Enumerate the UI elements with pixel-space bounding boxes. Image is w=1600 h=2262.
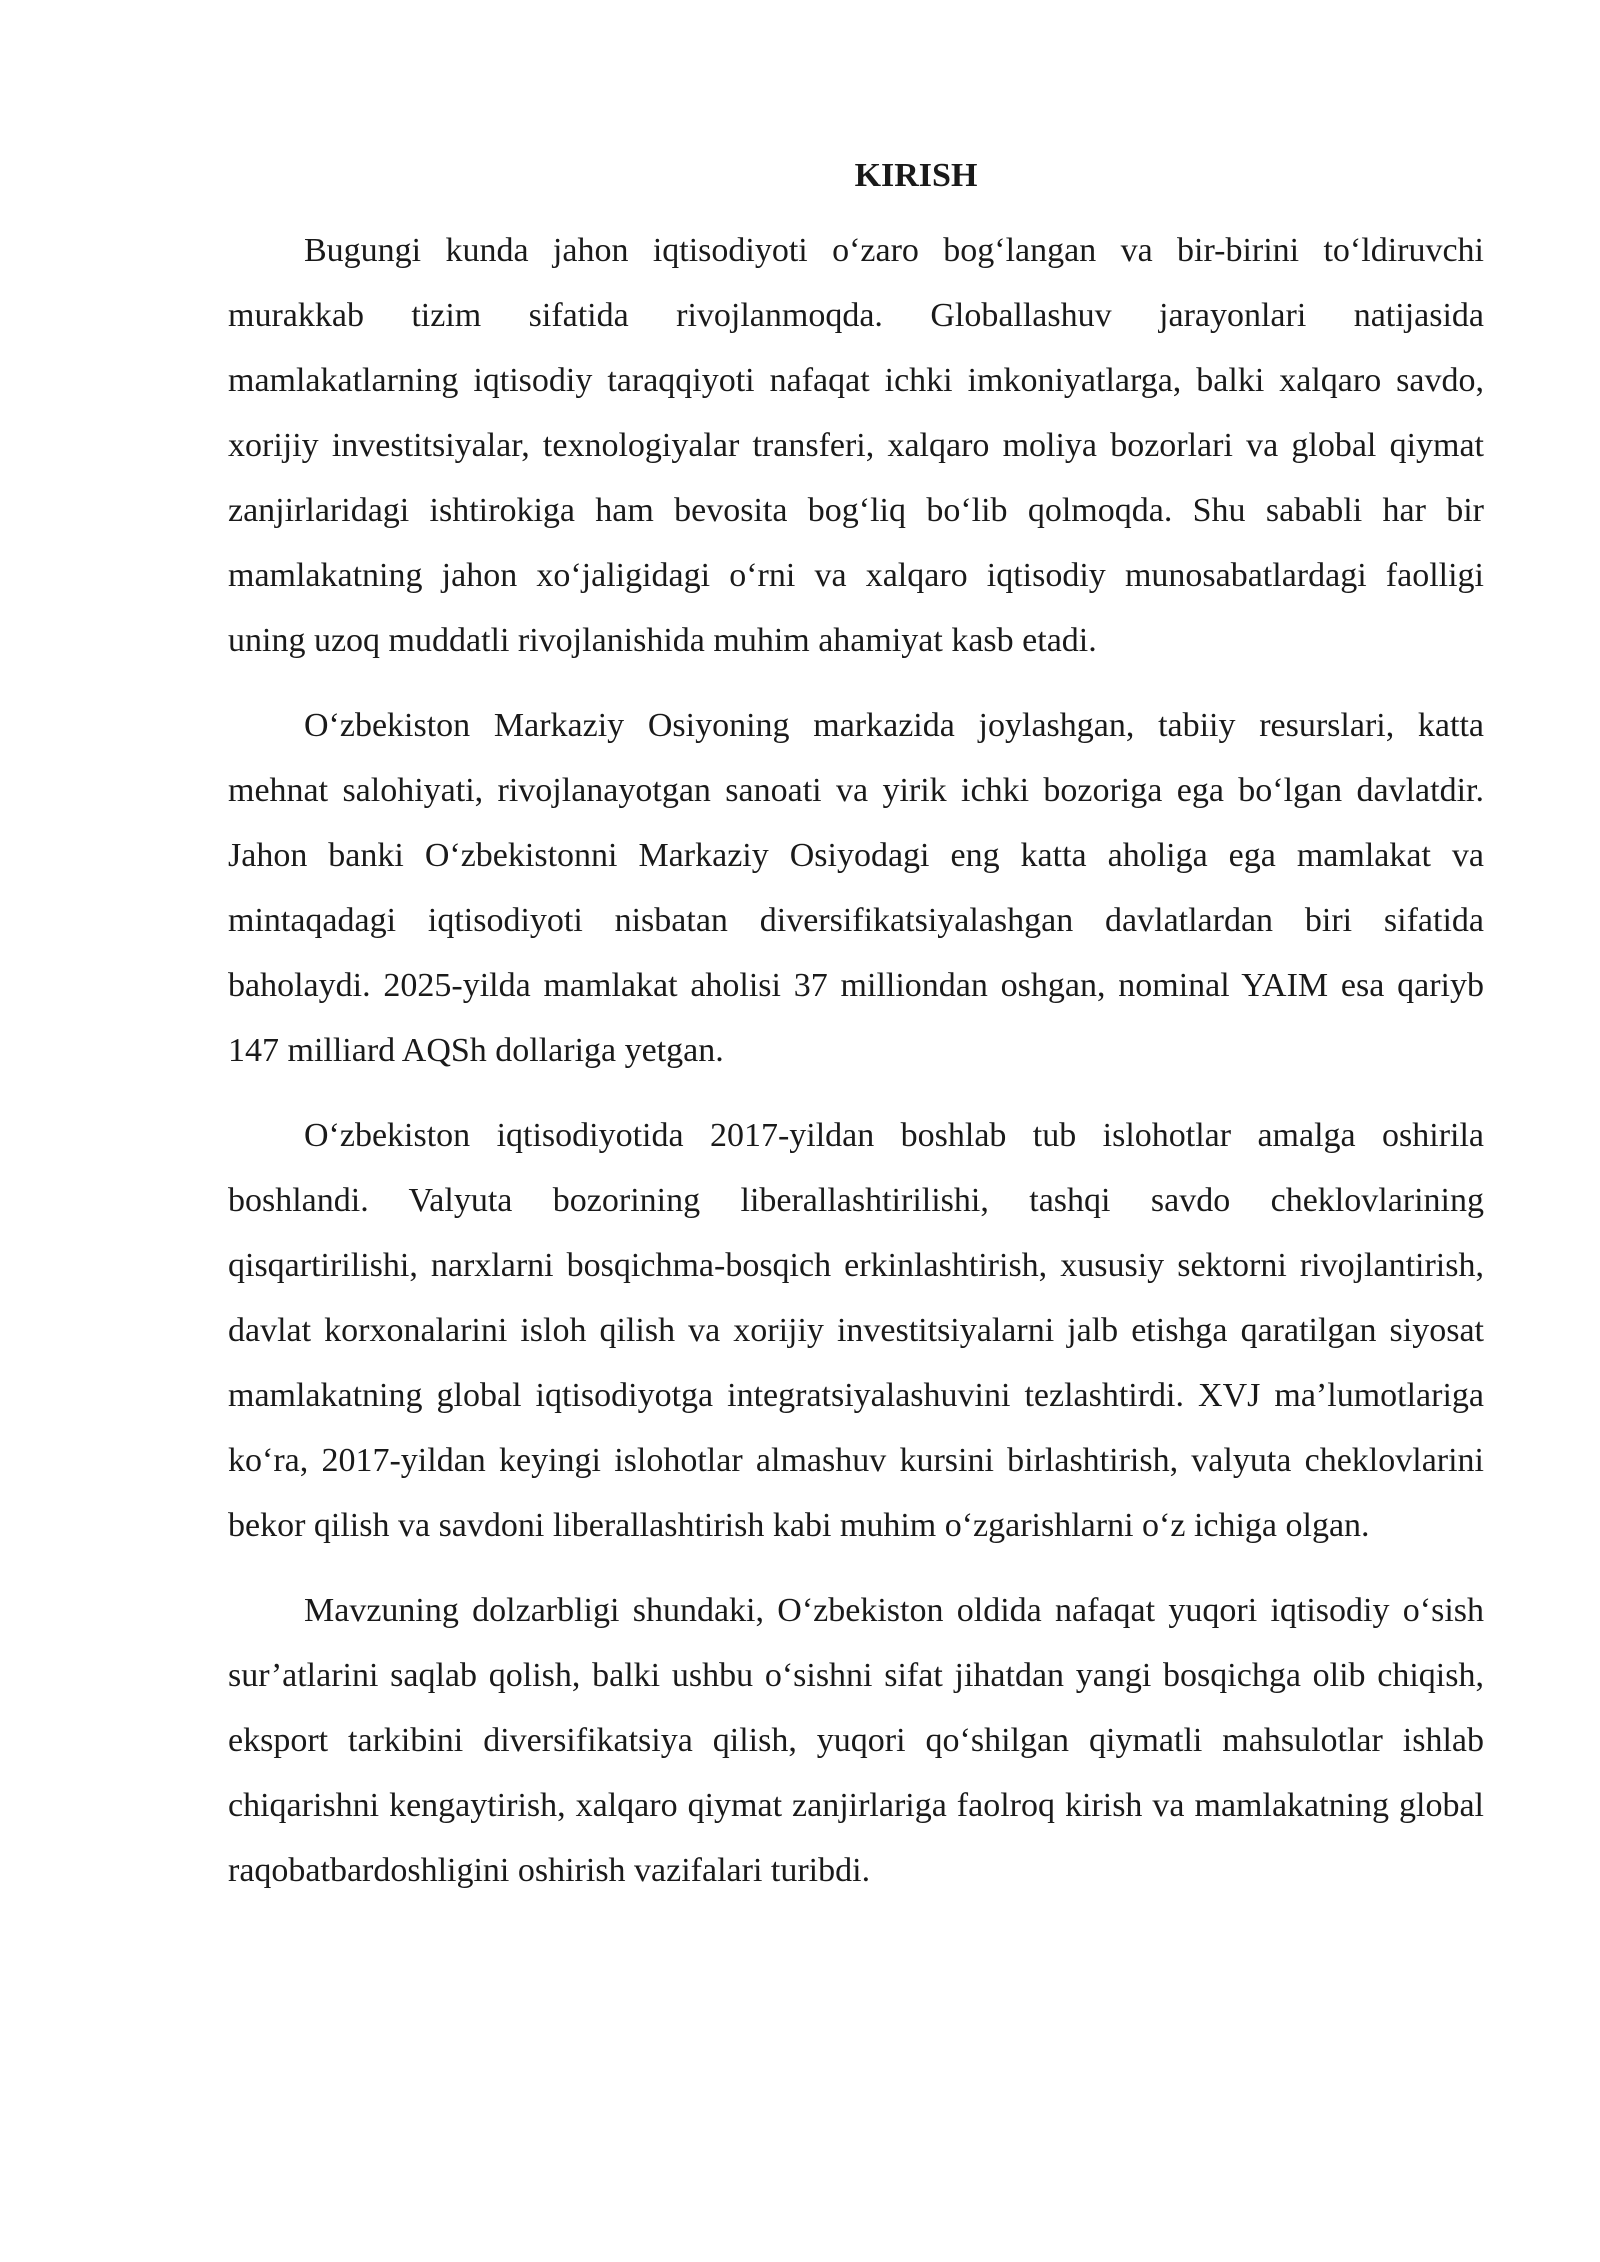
- section-title: KIRISH: [854, 157, 978, 194]
- document-body: [228, 150, 1484, 1923]
- paragraph-relevance: Mavzuning dolzarbligi shundaki, O‘zbekiston oldida nafaqat yuqori iqtisodiy o‘sish sur’atlarini saqlab qolish, balki ushbu o‘sishni sifat jihatdan yangi bosqichga olib chiqish, eksport tarkibini diversifikatsiya qilish, yuqori qo‘shilgan qiymatli mahsulotlar ishlab chiqarishni kengaytirish, xalqaro qiymat zanjirlariga faolroq kirish va mamlakatning global raqobatbardoshligini oshirish vazifalari turibdi.: [228, 1592, 1484, 1889]
- paragraph-uzbekistan-overview: O‘zbekiston Markaziy Osiyoning markazida joylashgan, tabiiy resurslari, katta mehnat salohiyati, rivojlanayotgan sanoati va yirik ichki bozoriga ega bo‘lgan davlatdir. Jahon banki O‘zbekistonni Markaziy Osiyodagi eng katta aholiga ega mamlakat va mintaqadagi iqtisodiyoti nisbatan diversifikatsiyalashgan davlatlardan biri sifatida baholaydi. 2025-yilda mamlakat aholisi 37 milliondan oshgan, nominal YAIM esa qariyb 147 milliard AQSh dollariga yetgan.: [228, 707, 1484, 1069]
- paragraph-reforms: O‘zbekiston iqtisodiyotida 2017-yildan boshlab tub islohotlar amalga oshirila boshlandi. Valyuta bozorining liberallashtirilishi, tashqi savdo cheklovlarining qisqartirilishi, narxlarni bosqichma-bosqich erkinlashtirish, xususiy sektorni rivojlantirish, davlat korxonalarini isloh qilish va xorijiy investitsiyalarni jalb etishga qaratilgan siyosat mamlakatning global iqtisodiyotga integratsiyalashuvini tezlashtirdi. XVJ ma’lumotlariga ko‘ra, 2017-yildan keyingi islohotlar almashuv kursini birlashtirish, valyuta cheklovlarini bekor qilish va savdoni liberallashtirish kabi muhim o‘zgarishlarni o‘z ichiga olgan.: [228, 1117, 1484, 1544]
- paragraph-global-economy: Bugungi kunda jahon iqtisodiyoti o‘zaro bog‘langan va bir-birini to‘ldiruvchi murakkab tizim sifatida rivojlanmoqda. Globallashuv jarayonlari natijasida mamlakatlarning iqtisodiy taraqqiyoti nafaqat ichki imkoniyatlarga, balki xalqaro savdo, xorijiy investitsiyalar, texnologiyalar transferi, xalqaro moliya bozorlari va global qiymat zanjirlaridagi ishtirokiga ham bevosita bog‘liq bo‘lib qolmoqda. Shu sababli har bir mamlakatning jahon xo‘jaligidagi o‘rni va xalqaro iqtisodiy munosabatlardagi faolligi uning uzoq muddatli rivojlanishida muhim ahamiyat kasb etadi.: [228, 232, 1484, 659]
